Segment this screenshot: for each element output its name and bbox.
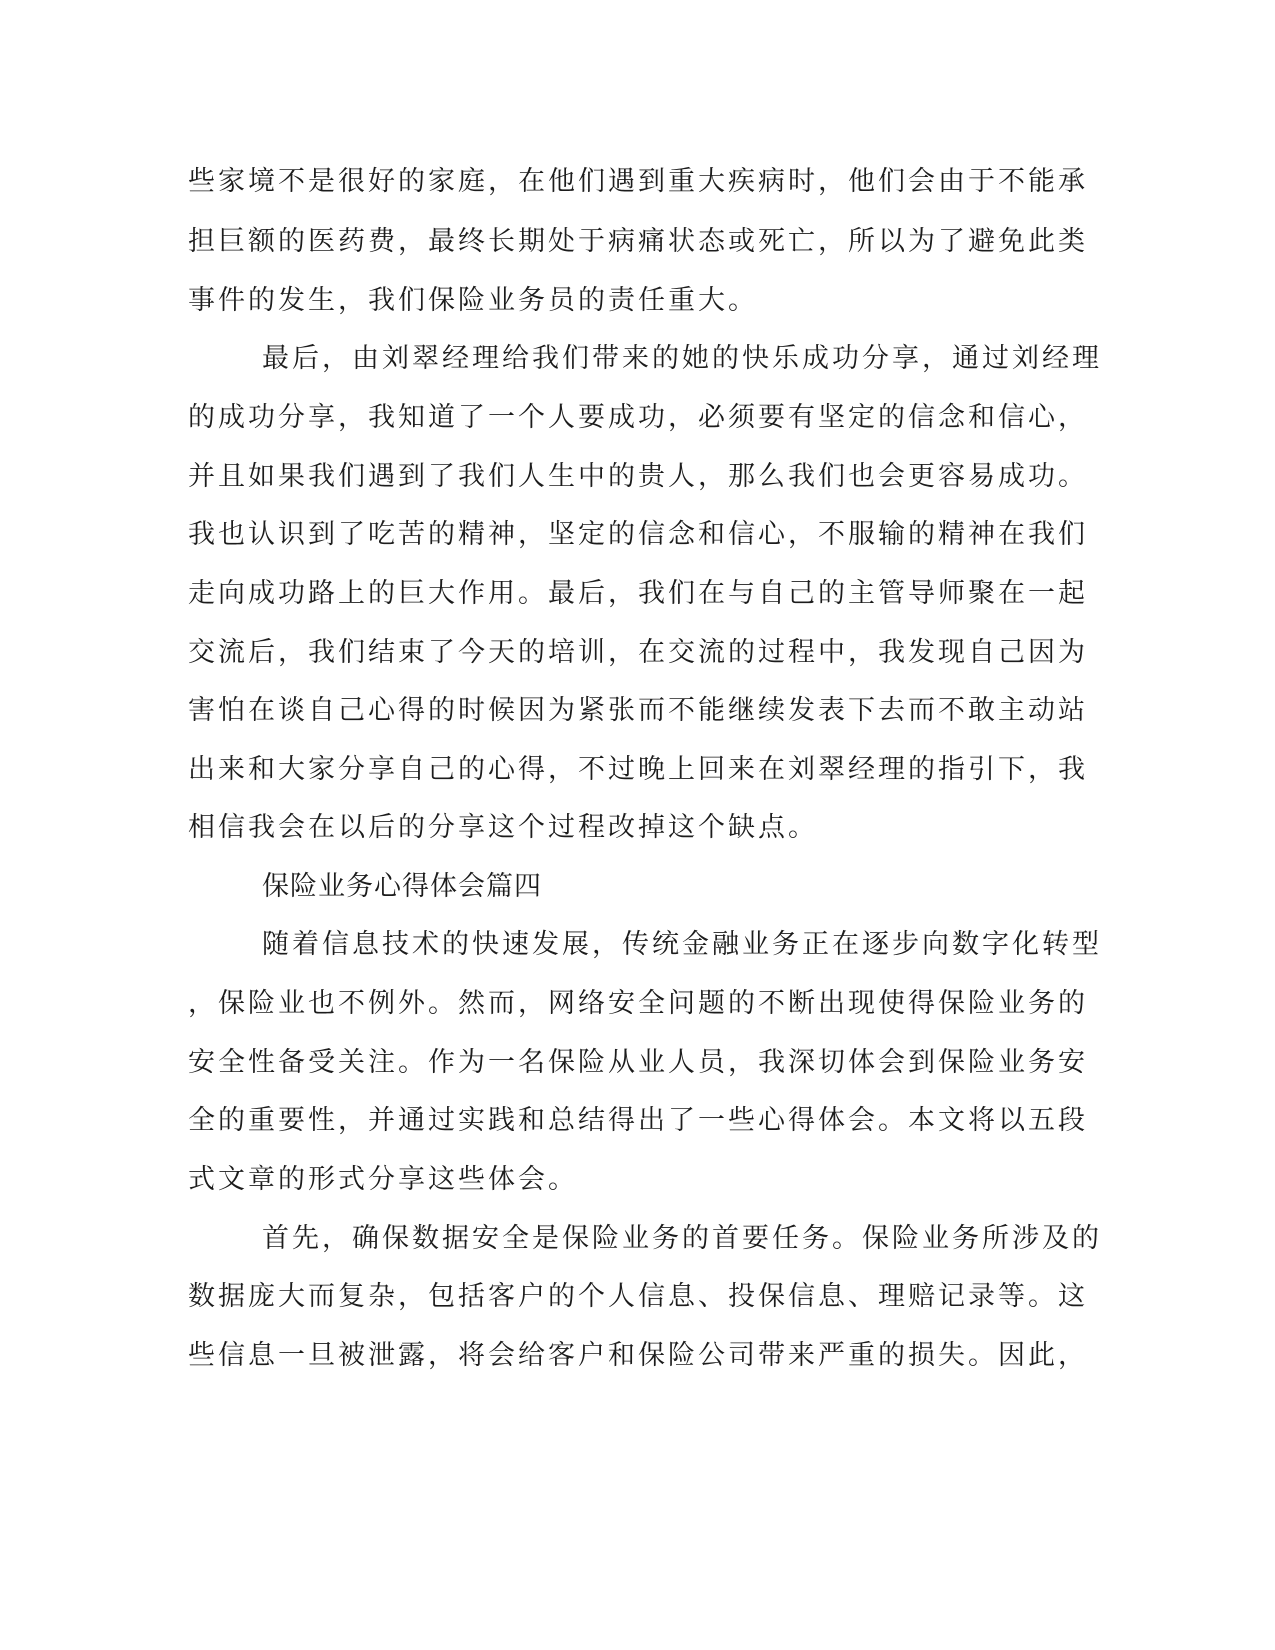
paragraph-line: 最后，由刘翠经理给我们带来的她的快乐成功分享，通过刘经理 [262,343,1102,374]
section-heading: 保险业务心得体会篇四 [262,871,542,902]
paragraph-line: 全的重要性，并通过实践和总结得出了一些心得体会。本文将以五段 [188,1105,1088,1136]
paragraph-line: 并且如果我们遇到了我们人生中的贵人，那么我们也会更容易成功。 [188,461,1088,492]
paragraph-line: 安全性备受关注。作为一名保险从业人员，我深切体会到保险业务安 [188,1047,1088,1078]
paragraph-line: 随着信息技术的快速发展，传统金融业务正在逐步向数字化转型 [262,929,1102,960]
paragraph-line: 数据庞大而复杂，包括客户的个人信息、投保信息、理赔记录等。这 [188,1281,1088,1312]
paragraph-line: 式文章的形式分享这些体会。 [188,1164,578,1195]
paragraph-line: 走向成功路上的巨大作用。最后，我们在与自己的主管导师聚在一起 [188,578,1088,609]
paragraph-line: 些信息一旦被泄露，将会给客户和保险公司带来严重的损失。因此， [188,1340,1088,1371]
paragraph-line: 事件的发生，我们保险业务员的责任重大。 [188,285,758,316]
paragraph-line: 担巨额的医药费，最终长期处于病痛状态或死亡，所以为了避免此类 [188,226,1088,257]
paragraph-line: 的成功分享，我知道了一个人要成功，必须要有坚定的信念和信心， [188,402,1088,433]
paragraph-line: 些家境不是很好的家庭，在他们遇到重大疾病时，他们会由于不能承 [188,166,1088,197]
paragraph-line: 害怕在谈自己心得的时候因为紧张而不能继续发表下去而不敢主动站 [188,695,1088,726]
paragraph-line: ，保险业也不例外。然而，网络安全问题的不断出现使得保险业务的 [188,988,1088,1019]
paragraph-line: 交流后，我们结束了今天的培训，在交流的过程中，我发现自己因为 [188,637,1088,668]
paragraph-line: 相信我会在以后的分享这个过程改掉这个缺点。 [188,812,818,843]
paragraph-line: 出来和大家分享自己的心得，不过晚上回来在刘翠经理的指引下，我 [188,754,1088,785]
paragraph-line: 我也认识到了吃苦的精神，坚定的信念和信心，不服输的精神在我们 [188,519,1088,550]
paragraph-line: 首先，确保数据安全是保险业务的首要任务。保险业务所涉及的 [262,1223,1102,1254]
